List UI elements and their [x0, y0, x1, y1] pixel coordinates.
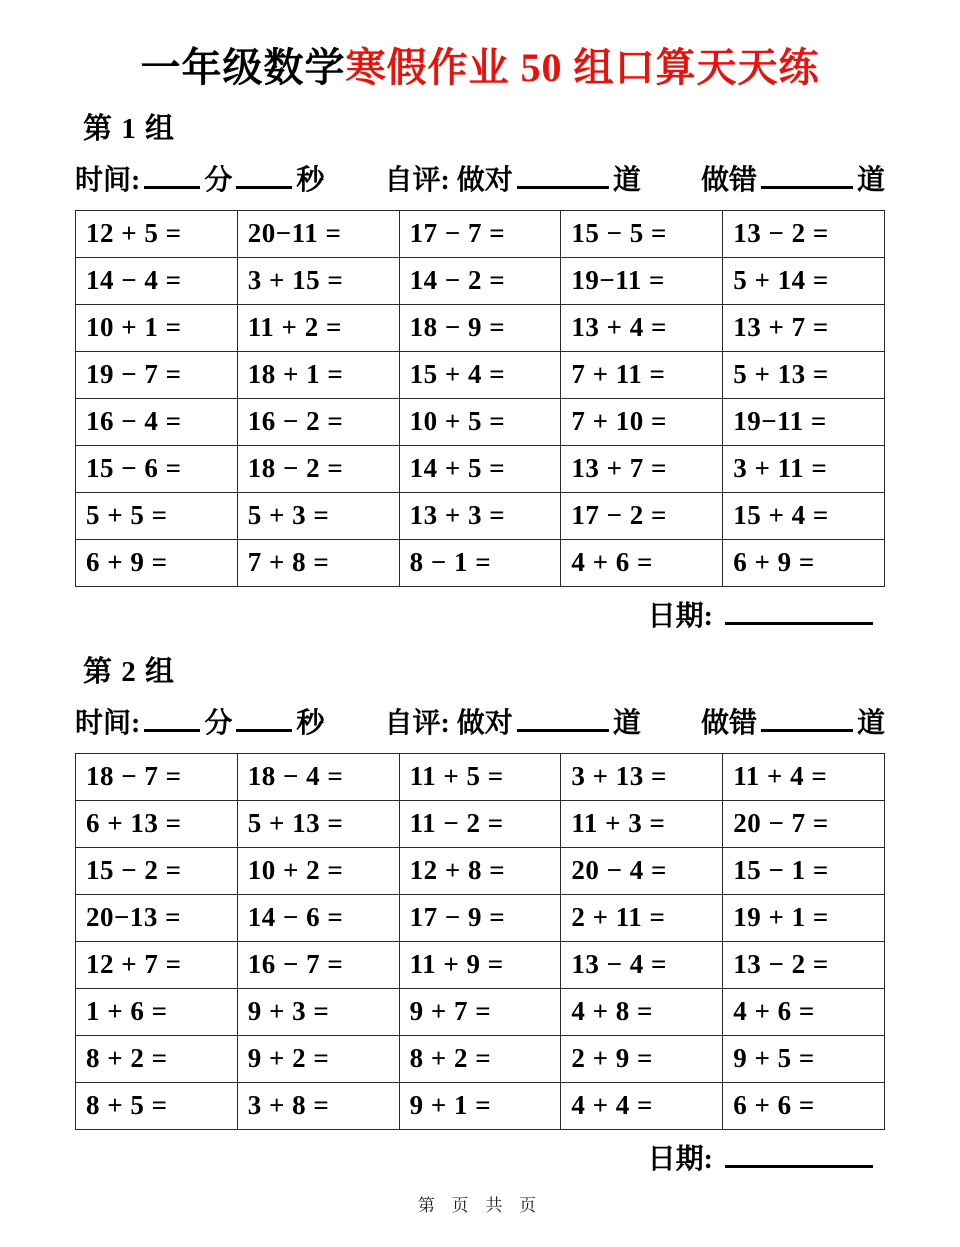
problem-cell: 11 + 3 = [561, 800, 723, 847]
problem-cell: 2 + 9 = [561, 1035, 723, 1082]
problem-cell: 12 + 5 = [76, 210, 238, 257]
problem-cell: 16 − 4 = [76, 398, 238, 445]
problem-cell: 10 + 1 = [76, 304, 238, 351]
date-label: 日期: [647, 1143, 713, 1175]
table-row [76, 445, 885, 492]
date-blank [725, 1138, 873, 1168]
table-row [76, 988, 885, 1035]
problem-cell: 11 + 5 = [399, 753, 561, 800]
problem-cell: 7 + 11 = [561, 351, 723, 398]
problem-cell: 6 + 13 = [76, 800, 238, 847]
group-2-date-row [75, 1137, 873, 1177]
self-eval-label: 自评: 做对 [384, 707, 513, 739]
date-label: 日期: [647, 600, 713, 632]
correct-unit-label: 道 [612, 707, 641, 739]
problem-cell: 4 + 6 = [561, 539, 723, 586]
problem-cell: 8 + 2 = [399, 1035, 561, 1082]
time-minutes-blank [144, 159, 200, 189]
problem-cell: 14 + 5 = [399, 445, 561, 492]
problem-cell: 18 − 2 = [237, 445, 399, 492]
group-2-heading: 第 2 组 [83, 655, 176, 688]
date-blank [725, 595, 873, 625]
problem-cell: 15 − 2 = [76, 847, 238, 894]
minute-label: 分 [204, 164, 233, 196]
table-row [76, 847, 885, 894]
table-row [76, 894, 885, 941]
table-row [76, 492, 885, 539]
page-footer: 第 页 共 页 [417, 1195, 543, 1215]
problem-cell: 11 + 4 = [723, 753, 885, 800]
wrong-label: 做错 [700, 164, 757, 196]
problem-cell: 5 + 13 = [723, 351, 885, 398]
group-2-correct-cluster [384, 701, 640, 741]
problem-cell: 20 − 7 = [723, 800, 885, 847]
problem-cell: 13 + 3 = [399, 492, 561, 539]
problem-cell: 19 + 1 = [723, 894, 885, 941]
problem-cell: 18 − 7 = [76, 753, 238, 800]
wrong-unit-label: 道 [856, 707, 885, 739]
table-row [76, 210, 885, 257]
problem-cell: 17 − 2 = [561, 492, 723, 539]
problem-cell: 19 − 7 = [76, 351, 238, 398]
correct-unit-label: 道 [612, 164, 641, 196]
problem-cell: 4 + 6 = [723, 988, 885, 1035]
group-1-problems-table [75, 210, 885, 587]
problem-cell: 6 + 6 = [723, 1082, 885, 1129]
wrong-unit-label: 道 [856, 164, 885, 196]
correct-count-blank [517, 159, 609, 189]
group-1-correct-cluster [384, 158, 640, 198]
table-row [76, 1035, 885, 1082]
table-row [76, 257, 885, 304]
problem-cell: 13 − 2 = [723, 210, 885, 257]
time-minutes-blank [144, 702, 200, 732]
table-row [76, 351, 885, 398]
problem-cell: 15 − 5 = [561, 210, 723, 257]
problem-cell: 3 + 8 = [237, 1082, 399, 1129]
table-row [76, 304, 885, 351]
problem-cell: 5 + 3 = [237, 492, 399, 539]
problem-cell: 5 + 14 = [723, 257, 885, 304]
self-eval-label: 自评: 做对 [384, 164, 513, 196]
problem-cell: 13 + 4 = [561, 304, 723, 351]
table-row [76, 398, 885, 445]
correct-count-blank [517, 702, 609, 732]
problem-cell: 9 + 7 = [399, 988, 561, 1035]
problem-cell: 6 + 9 = [723, 539, 885, 586]
time-seconds-blank [236, 702, 292, 732]
group-1-meta-row [75, 158, 885, 198]
group-2-meta-row [75, 701, 885, 741]
table-row [76, 800, 885, 847]
problem-cell: 2 + 11 = [561, 894, 723, 941]
problem-cell: 8 − 1 = [399, 539, 561, 586]
problem-cell: 13 + 7 = [723, 304, 885, 351]
wrong-count-blank [761, 702, 853, 732]
problem-cell: 10 + 5 = [399, 398, 561, 445]
problem-cell: 4 + 4 = [561, 1082, 723, 1129]
problem-cell: 5 + 13 = [237, 800, 399, 847]
problem-cell: 19−11 = [561, 257, 723, 304]
problem-cell: 11 − 2 = [399, 800, 561, 847]
problem-cell: 3 + 15 = [237, 257, 399, 304]
problem-cell: 9 + 5 = [723, 1035, 885, 1082]
problem-cell: 9 + 2 = [237, 1035, 399, 1082]
problem-cell: 13 − 4 = [561, 941, 723, 988]
problem-cell: 15 − 6 = [76, 445, 238, 492]
problem-cell: 12 + 7 = [76, 941, 238, 988]
group-1-wrong-cluster [701, 158, 885, 198]
problem-cell: 14 − 4 = [76, 257, 238, 304]
problem-cell: 19−11 = [723, 398, 885, 445]
problem-cell: 7 + 10 = [561, 398, 723, 445]
problem-cell: 14 − 2 = [399, 257, 561, 304]
problem-cell: 16 − 2 = [237, 398, 399, 445]
group-1-time-cluster [75, 158, 324, 198]
problem-cell: 16 − 7 = [237, 941, 399, 988]
group-2-problems-table [75, 753, 885, 1130]
problem-cell: 8 + 5 = [76, 1082, 238, 1129]
problem-cell: 18 − 4 = [237, 753, 399, 800]
second-label: 秒 [296, 707, 325, 739]
problem-cell: 3 + 11 = [723, 445, 885, 492]
problem-cell: 15 + 4 = [399, 351, 561, 398]
group-1-date-row [75, 594, 873, 634]
problem-cell: 18 + 1 = [237, 351, 399, 398]
problem-cell: 6 + 9 = [76, 539, 238, 586]
problem-cell: 20−13 = [76, 894, 238, 941]
second-label: 秒 [296, 164, 325, 196]
page-title [75, 46, 885, 91]
problem-cell: 10 + 2 = [237, 847, 399, 894]
group-2-time-cluster [75, 701, 324, 741]
group-1-heading: 第 1 组 [83, 112, 176, 145]
table-row [76, 753, 885, 800]
problem-cell: 15 − 1 = [723, 847, 885, 894]
problem-cell: 17 − 9 = [399, 894, 561, 941]
problem-cell: 13 − 2 = [723, 941, 885, 988]
time-label: 时间: [75, 707, 141, 739]
table-row [76, 1082, 885, 1129]
wrong-label: 做错 [700, 707, 757, 739]
problem-cell: 3 + 13 = [561, 753, 723, 800]
table-row [76, 539, 885, 586]
problem-cell: 4 + 8 = [561, 988, 723, 1035]
group-2-wrong-cluster [701, 701, 885, 741]
problem-cell: 9 + 1 = [399, 1082, 561, 1129]
problem-cell: 11 + 2 = [237, 304, 399, 351]
problem-cell: 18 − 9 = [399, 304, 561, 351]
time-label: 时间: [75, 164, 141, 196]
problem-cell: 14 − 6 = [237, 894, 399, 941]
minute-label: 分 [204, 707, 233, 739]
problem-cell: 7 + 8 = [237, 539, 399, 586]
problem-cell: 15 + 4 = [723, 492, 885, 539]
problem-cell: 1 + 6 = [76, 988, 238, 1035]
time-seconds-blank [236, 159, 292, 189]
problem-cell: 12 + 8 = [399, 847, 561, 894]
table-row [76, 941, 885, 988]
problem-cell: 20−11 = [237, 210, 399, 257]
problem-cell: 9 + 3 = [237, 988, 399, 1035]
problem-cell: 11 + 9 = [399, 941, 561, 988]
problem-cell: 20 − 4 = [561, 847, 723, 894]
problem-cell: 5 + 5 = [76, 492, 238, 539]
problem-cell: 8 + 2 = [76, 1035, 238, 1082]
page-title-red-part: 寒假作业 50 组口算天天练 [345, 45, 820, 90]
wrong-count-blank [761, 159, 853, 189]
problem-cell: 17 − 7 = [399, 210, 561, 257]
problem-cell: 13 + 7 = [561, 445, 723, 492]
page-title-black-part: 一年级数学 [140, 45, 346, 90]
